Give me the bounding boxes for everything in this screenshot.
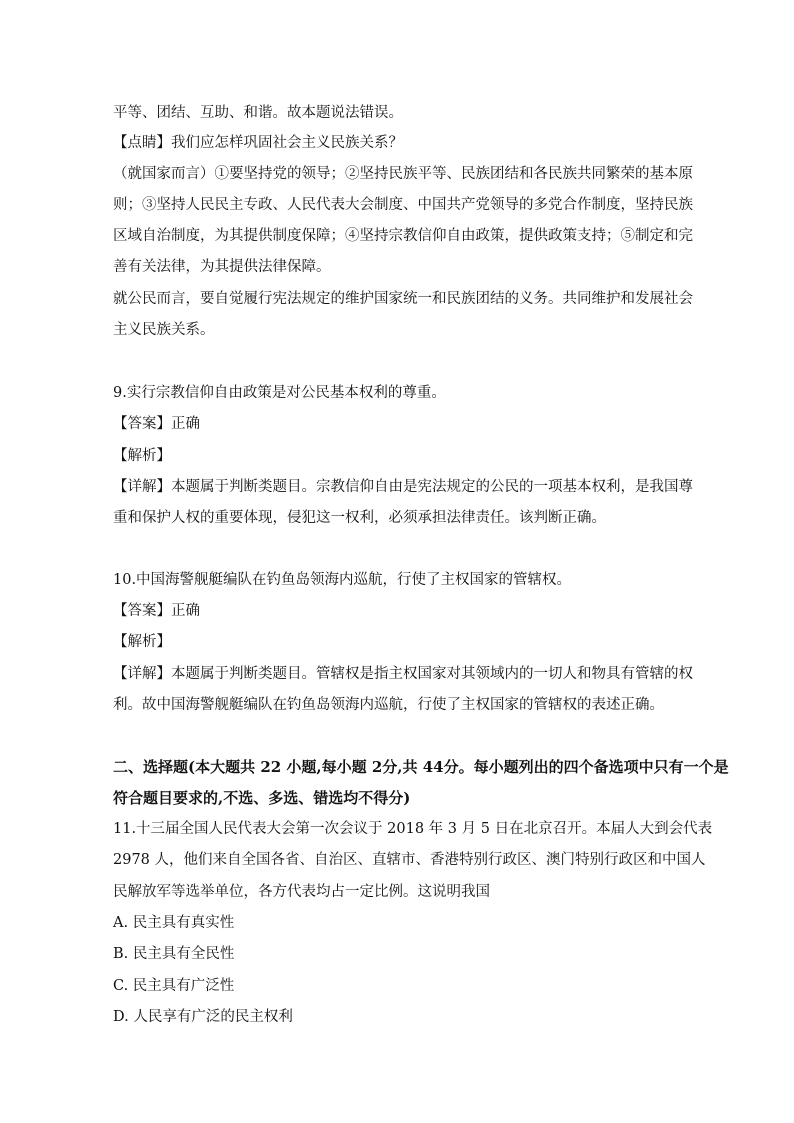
text-line: 2978 人，他们来自全国各省、自治区、直辖市、香港特别行政区、澳门特别行政区和中国人 — [113, 852, 706, 868]
analysis-label: 【解析】 — [113, 634, 171, 650]
text-line: 则；③坚持人民民主专政、人民代表大会制度、中国共产党领导的多党合作制度，坚持民族 — [113, 197, 693, 213]
text-line: 【详解】本题属于判断类题目。宗教信仰自由是宪法规定的公民的一项基本权利，是我国尊 — [113, 479, 693, 495]
answer-label: 【答案】正确 — [113, 416, 200, 432]
text-line: （就国家而言）①要坚持党的领导；②坚持民族平等、民族团结和各民族共同繁荣的基本原 — [113, 166, 693, 182]
text-line: 主义民族关系。 — [113, 322, 215, 338]
text-line: 平等、团结、互助、和谐。故本题说法错误。 — [113, 105, 403, 121]
option-a: A. 民主具有真实性 — [113, 915, 235, 931]
text-line: 善有关法律，为其提供法律保障。 — [113, 259, 331, 275]
analysis-label: 【解析】 — [113, 448, 171, 464]
text-line: 利。故中国海警舰艇编队在钓鱼岛领海内巡航，行使了主权国家的管辖权的表述正确。 — [113, 697, 664, 713]
question-10: 10.中国海警舰艇编队在钓鱼岛领海内巡航，行使了主权国家的管辖权。 — [113, 572, 572, 588]
option-b: B. 民主具有全民性 — [113, 946, 235, 962]
text-line: 民解放军等选举单位，各方代表均占一定比例。这说明我国 — [113, 884, 490, 900]
question-11: 11.十三届全国人民代表大会第一次会议于 2018 年 3 月 5 日在北京召开。本届人大到会代表 — [113, 821, 713, 837]
text-line: 就公民而言，要自觉履行宪法规定的维护国家统一和民族团结的义务。共同维护和发展社会 — [113, 291, 693, 307]
option-c: C. 民主具有广泛性 — [113, 978, 235, 994]
section-heading: 符合题目要求的,不选、多选、错选均不得分) — [113, 789, 411, 807]
text-line: 【点睛】我们应怎样巩固社会主义民族关系？ — [113, 135, 403, 151]
question-9: 9.实行宗教信仰自由政策是对公民基本权利的尊重。 — [113, 385, 446, 401]
option-d: D. 人民享有广泛的民主权利 — [113, 1009, 293, 1025]
answer-label: 【答案】正确 — [113, 603, 200, 619]
section-heading: 二、选择题(本大题共 22 小题,每小题 2分,共 44分。每小题列出的四个备选项中只有一个是 — [113, 758, 729, 776]
text-line: 重和保护人权的重要体现，侵犯这一权利，必须承担法律责任。该判断正确。 — [113, 510, 606, 526]
text-line: 【详解】本题属于判断类题目。管辖权是指主权国家对其领域内的一切人和物具有管辖的权 — [113, 666, 693, 682]
text-line: 区域自治制度，为其提供制度保障；④坚持宗教信仰自由政策，提供政策支持；⑤制定和完 — [113, 228, 693, 244]
